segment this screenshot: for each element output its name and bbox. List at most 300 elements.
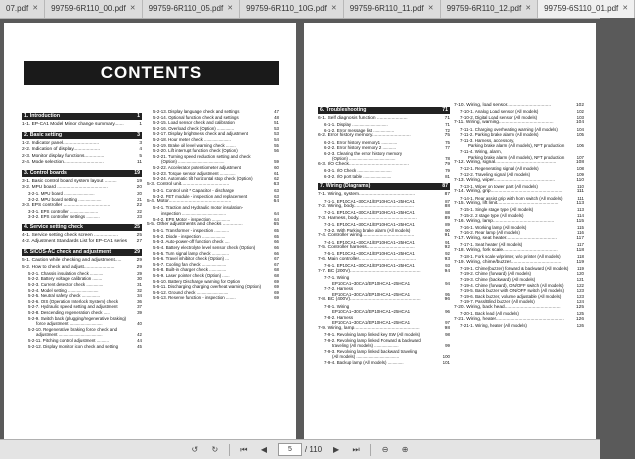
entry-page: 101: [442, 360, 450, 366]
entry-page: 60: [274, 164, 279, 170]
tab-document[interactable]: [538, 0, 635, 18]
section-heading[interactable]: [22, 132, 142, 139]
entry-title: 7-2-1. EP10CA1~30CA1/EP10HCA1~25HCA1: [324, 210, 415, 216]
entry-title: 7-4-1. EP10CA1~30CA1/EP10HCA1~25HCA1: [324, 239, 415, 245]
entry-page: 113: [577, 207, 584, 213]
entry-title: 7-21-1. Wiring, heater (All models): [460, 322, 527, 328]
zoom-out-icon[interactable]: ⊖: [381, 445, 389, 454]
entry-page: 75: [445, 139, 450, 145]
current-page-input[interactable]: 5: [278, 443, 302, 456]
entry-page: 66: [274, 250, 279, 256]
entry-title: 5-2-18. Hour meter check ......................: [153, 136, 231, 142]
entry-title: 7-5. Controller harness....................................: [318, 245, 415, 251]
entry-page: 23: [137, 214, 142, 220]
entry-page: 102: [575, 103, 584, 108]
entry-title: 7-20-1. Back lead (All models): [460, 311, 519, 317]
next-page-icon[interactable]: ▶: [333, 445, 340, 454]
entry-title: 1-2. Indicator panel...........................: [22, 141, 100, 147]
close-icon[interactable]: ✕: [129, 5, 136, 12]
entry-page: 104: [575, 120, 584, 126]
entry-page: 29: [136, 258, 142, 264]
close-icon[interactable]: ✕: [525, 5, 532, 12]
entry-title: 7-8-2. Harness: [324, 314, 354, 320]
entry-title: 5-1. Caution while checking and adjustment.....: [22, 258, 122, 264]
entry-page: 54: [274, 136, 279, 142]
entry-title: 7-10-2. Digital Load sensor (All models): [460, 114, 538, 120]
entry-title: 7-10. Wiring, load sensor.................................: [454, 103, 552, 108]
entry-page: 4: [139, 147, 142, 153]
entry-page: 63: [273, 181, 279, 187]
entry-title: adjustment ....................................: [36, 332, 103, 338]
entry-page: 68: [274, 273, 279, 279]
entry-title: 6. Troubleshooting: [320, 107, 367, 113]
entry-page: 42: [137, 332, 142, 338]
tab-document[interactable]: [441, 0, 538, 18]
entry-title: 7-9-4. Backup lamp (All models) .............: [324, 360, 404, 366]
entry-page: 87: [445, 198, 450, 204]
entry-title: force adjustment ...........................: [36, 321, 103, 327]
section-heading[interactable]: [22, 170, 142, 177]
entry-title: 7. Wiring (Diagrams): [320, 183, 371, 190]
entry-page: 25: [134, 224, 140, 230]
tab-label: 99759-6R110_05.pdf: [148, 4, 224, 13]
entry-page: 44: [137, 337, 142, 343]
entry-page: 29: [134, 249, 140, 256]
entry-title: 6-2. Error history memory.............................: [318, 133, 411, 139]
entry-title: 2-4. Mode selection..............................: [22, 159, 104, 165]
entry-page: 62: [274, 176, 279, 182]
entry-title: 3-3-2. EPS controller settings ...........: [28, 214, 100, 220]
entry-page: 69: [274, 284, 279, 290]
section-heading[interactable]: [22, 224, 142, 231]
entry-title: 7-12-1. Regenerating signal (All models): [460, 166, 539, 172]
entry-page: 31: [137, 282, 142, 287]
entry-page: 32: [137, 287, 142, 293]
entry-title: 7-9-1. Revolving lamp linked key SW (All models): [324, 332, 421, 338]
entry-title: 5-2-17. Display brightness check and adjustment: [153, 131, 248, 137]
entry-page: 67: [274, 261, 279, 267]
entry-title: 5-3. Control unit....................................: [147, 181, 230, 187]
entry-title: 1-1. EP-CA1 Model Minor change summary.......: [22, 122, 124, 127]
entry-page: 30: [137, 276, 142, 282]
entry-title: 5-2-8. Descending regeneration check .....: [28, 309, 110, 315]
close-icon[interactable]: ✕: [427, 5, 434, 12]
toc-entry[interactable]: [22, 214, 142, 220]
entry-title: Parking brake alarm (All models), NFT production: [468, 154, 565, 160]
entry-page: 75: [444, 133, 450, 139]
entry-page: 100: [442, 354, 450, 360]
entry-title: 7-19-5. Back buzzer with ON/OFF switch (All models): [460, 288, 564, 294]
first-page-icon[interactable]: ⏮: [240, 444, 248, 454]
entry-page: 19: [134, 170, 140, 177]
entry-page: 99: [445, 343, 450, 349]
entry-title: 7-11-1. Charging overheating warning (All models): [460, 126, 558, 132]
entry-page: 111: [576, 189, 584, 195]
entry-title: 5-5-13. Reserve function - inspection ........: [153, 295, 236, 301]
entry-page: 22: [137, 208, 142, 214]
tab-document[interactable]: [344, 0, 441, 18]
close-icon[interactable]: ✕: [227, 5, 234, 12]
entry-title: 4-2. Adjustment Standards List for EP-CA1 series: [22, 239, 128, 245]
entry-title: 7-17. Wiring, seat heater......................................: [454, 235, 557, 241]
entry-page: 79: [445, 168, 450, 174]
entry-page: 120: [576, 271, 584, 277]
entry-title: 5-5-11. Discharging charging overheat warning (Option): [153, 284, 262, 290]
entry-title: 7-15-1. Single stage type (All models): [460, 207, 534, 213]
entry-title: 7-14-1. Rear assist grip with horn switch (All models): [460, 195, 563, 201]
entry-title: 6-3-2. I/O port table .......................: [324, 173, 392, 179]
entry-page: 116: [577, 230, 584, 236]
section-heading[interactable]: [318, 107, 450, 114]
entry-page: 81: [445, 173, 450, 179]
entry-page: 118: [576, 247, 584, 253]
toc-entry[interactable]: [22, 239, 142, 245]
entry-page: 63: [274, 193, 279, 199]
entry-title: 5-2-10. Regenerative braking force check and: [28, 326, 118, 332]
entry-page: 3: [139, 141, 142, 147]
entry-title: 5-2-1. Chassis insulation check ...........: [28, 270, 104, 276]
entry-page: 123: [576, 293, 584, 299]
entry-title: 7-11-2. Parking brake alarm (All models): [460, 132, 539, 138]
entry-title: 7-15-2. 2 stage type (All models): [460, 212, 524, 218]
entry-title: 7-19-4. Chime (forward), ON/OFF switch (All models): [460, 282, 564, 288]
entry-title: 4. Service setting check: [24, 224, 83, 230]
entry-title: EP10CA1~30CA1/EP10HCA1~25HCA1: [332, 291, 411, 297]
entry-page: 69: [274, 289, 279, 295]
entry-page: 22: [136, 202, 142, 208]
entry-title: 7-10-1. Analog Load sensor (All models): [460, 109, 539, 115]
entry-title: 7-3-1. EP10CA1~30CA1/EP10HCA1~25HCA1: [324, 222, 415, 228]
entry-title: 5-2-13. Display language check and settings: [153, 109, 240, 114]
entry-page: 34: [137, 293, 142, 299]
entry-title: 7-19-2. Chime (forward) (All models): [460, 271, 532, 277]
entry-page: 11: [137, 159, 142, 165]
entry-title: 5-3-1. Control unit * Capacitor - discharge: [153, 187, 235, 193]
entry-title: 7-1. Wiring, system..........................................: [318, 192, 416, 198]
entry-page: 29: [137, 270, 142, 276]
entry-title: 5-5. Other adjustments and checks ...............: [147, 222, 243, 228]
contents-title: CONTENTS: [24, 61, 279, 85]
entry-page: 36: [137, 298, 142, 304]
entry-title: 5-2-9. Switch back (plugging/regenerative braking): [28, 315, 127, 321]
entry-title: 7-5-1. EP10CA1~30CA1/EP10HCA1~25HCA1: [324, 251, 415, 257]
entry-title: 5-2-7. Hydraulic speed setting and adjustment: [28, 304, 118, 310]
entry-title: 5-2-11. Pitching control adjustment ..........: [28, 337, 109, 343]
close-icon[interactable]: ✕: [622, 5, 629, 12]
entry-title: 5-2-3. Current detector check ..............: [28, 282, 104, 287]
entry-title: (Option) ......................................: [332, 156, 396, 162]
close-icon[interactable]: ✕: [32, 5, 39, 12]
entry-page: 1: [137, 113, 140, 119]
entry-page: 121: [576, 276, 584, 282]
entry-title: 7-9-3. Revolving lamp linked backward traveling: [324, 348, 418, 354]
entry-page: 71: [442, 107, 448, 113]
entry-page: 27: [136, 239, 142, 245]
bottom-toolbar: [0, 439, 600, 459]
entry-title: 7-19-1. Chime(buzzer) forward & backward (All models): [460, 265, 569, 271]
entry-title: 3-2-2. MPU board setting ...................: [28, 197, 102, 203]
entry-title: 7-8-1. Wiring: [324, 303, 350, 309]
entry-title: 7-21. Wiring, heater...................................................: [454, 316, 564, 322]
entry-page: 20: [137, 191, 142, 197]
entry-title: 7-7-2. Harness: [324, 286, 354, 292]
entry-page: 108: [576, 166, 584, 172]
entry-page: 91: [445, 239, 450, 245]
entry-title: 5-2-2. Battery voltage calibration ........: [28, 276, 103, 282]
entry-page: 53: [274, 125, 279, 131]
entry-page: 37: [137, 304, 142, 310]
entry-page: 94: [444, 268, 450, 274]
toc-column: [147, 109, 279, 301]
entry-page: 29: [136, 264, 142, 270]
entry-page: 48: [274, 114, 279, 120]
section-heading[interactable]: [22, 249, 142, 256]
entry-page: 108: [575, 160, 584, 166]
entry-title: 7-4. Controller wiring.......................................: [318, 233, 415, 239]
entry-page: 66: [274, 245, 279, 251]
tab-label: 07.pdf: [6, 4, 29, 13]
entry-title: 5-5-8. Built-in charger check ..............: [153, 267, 227, 273]
entry-page: 63: [274, 187, 279, 193]
entry-page: 40: [137, 321, 142, 327]
entry-title: 3-2-1. MPU board .........................: [28, 191, 95, 197]
entry-page: 66: [274, 239, 279, 245]
entry-title: inspection ....................................: [161, 210, 226, 216]
entry-title: 7-8. BC (400V).....................................................: [318, 297, 421, 303]
entry-page: 113: [576, 201, 584, 207]
entry-title: 7-16. Wiring, lamp..............................................: [454, 218, 555, 224]
page-navigator: [278, 443, 322, 456]
zoom-in-icon[interactable]: ⊕: [401, 445, 409, 454]
entry-page: 95: [445, 291, 450, 297]
entry-page: 115: [576, 218, 584, 224]
entry-page: 65: [274, 233, 279, 239]
entry-title: 4-1. Service setting check screen ..................: [22, 233, 118, 238]
entry-page: 87: [442, 183, 448, 190]
entry-title: 3-2. MPU board ......................................: [22, 185, 108, 191]
entry-page: 109: [576, 171, 584, 177]
entry-title: 5-2-19. Brake oil level warning check ........: [153, 142, 236, 148]
entry-title: 7-19-6. Back buzzer, volume adjustable (All models): [460, 293, 562, 299]
entry-page: 96: [445, 309, 450, 315]
entry-title: 7-1-1. EP10CA1~30CA1/EP10HCA1~25HCA1: [324, 198, 415, 204]
entry-title: 6-2-1. Error history memory1 .............: [324, 139, 398, 145]
entry-title: 5-5-5. Turn signal lamp check ..............: [153, 250, 229, 256]
tab-label: 99759-6R110_11.pdf: [349, 4, 424, 13]
entry-title: 3-1. Basic control board system layout .........: [22, 179, 117, 185]
entry-title: 2-3. Monitor display functions...............: [22, 153, 105, 159]
entry-page: 77: [445, 145, 450, 151]
entry-page: 96: [444, 297, 450, 303]
entry-title: 5-2-15. Load sensor check and calibration: [153, 120, 235, 126]
toc-entry[interactable]: [318, 360, 450, 366]
section-heading[interactable]: [318, 183, 450, 190]
tab-document[interactable]: [45, 0, 142, 18]
entry-title: 7-9. Wiring, lamp.................................................: [318, 325, 420, 331]
entry-page: 39: [137, 309, 142, 315]
entry-page: 115: [577, 224, 584, 230]
entry-page: 71: [445, 122, 450, 128]
entry-title: 5-4. Motor...............................................: [147, 199, 232, 205]
entry-page: 69: [274, 295, 279, 301]
entry-title: 5. SICOS-AC check and adjustment: [24, 249, 112, 256]
entry-title: 5-4-1. Traction and Hydraulic motor insulation-: [153, 205, 244, 211]
entry-page: 67: [274, 256, 279, 262]
entry-title: Parking brake alarm (All models), NFT production: [468, 143, 565, 149]
toc-entry[interactable]: [22, 160, 142, 166]
entry-page: 102: [576, 109, 584, 115]
tab-bar: [0, 0, 629, 19]
toc-column: [318, 103, 450, 366]
entry-page: 19: [136, 179, 142, 185]
entry-title: 2-2. Indication of display....................: [22, 147, 101, 153]
entry-title: 7-18. Wiring, fork scale.........................................: [454, 247, 558, 253]
entry-title: 7-11. Wiring, warning.........................................: [454, 120, 554, 126]
entry-title: 5-2-6. OIS (Operation Interlock System) check: [28, 298, 119, 304]
entry-page: 61: [274, 170, 279, 176]
toc-entry[interactable]: [147, 295, 279, 301]
entry-title: 7-19-7. Pass/Blind buzzer (All models): [460, 299, 535, 305]
entry-page: 103: [576, 114, 584, 120]
entry-title: traveling (All models) ....................: [332, 343, 399, 349]
entry-title: 7-14. Wiring, grip......................................................: [454, 189, 563, 195]
entry-page: 64: [274, 210, 279, 216]
prev-page-icon[interactable]: ◀: [260, 445, 267, 454]
rotate-right-icon[interactable]: ↻: [211, 445, 219, 454]
last-page-icon[interactable]: ⏭: [352, 444, 360, 454]
entry-page: 110: [576, 177, 584, 183]
entry-title: 5-5-7. Cooling fan check ....................: [153, 261, 227, 267]
entry-page: 20: [136, 185, 142, 191]
entry-page: 59: [274, 159, 279, 165]
entry-title: 3-3. EPS controller ...................................: [22, 202, 111, 208]
entry-title: 7-13-1. Wiper on tower part (All models): [460, 183, 538, 189]
entry-page: 45: [137, 343, 142, 349]
entry-title: 7-7. BC (200V).....................................................: [318, 268, 421, 274]
entry-page: 94: [445, 280, 450, 286]
section-heading[interactable]: [22, 113, 142, 120]
entry-page: 125: [576, 311, 584, 317]
entry-title: 5-5-4. Battery electrolyte level sensor check (Option): [153, 245, 256, 251]
entry-title: 6-1-1. Display .............................: [324, 122, 388, 128]
entry-page: 47: [274, 109, 279, 114]
pdf-page-right: [304, 23, 596, 439]
entry-page: 93: [444, 256, 450, 262]
entry-title: 5-5-3. Auto-power-off function check ....: [153, 239, 230, 245]
entry-page: 126: [576, 322, 584, 328]
entry-title: 5-2-24. Automatic tilt horizontal stop check (Option): [153, 176, 253, 182]
entry-title: 7-16-1. Working lamp (All models): [460, 224, 527, 230]
close-icon[interactable]: ✕: [330, 5, 337, 12]
entry-page: 64: [274, 216, 279, 222]
divider: [370, 444, 371, 456]
entry-title: 7-6-1. EP10CA1~30CA1/EP10HCA1~25HCA1: [324, 263, 415, 269]
entry-page: 65: [273, 222, 279, 228]
entry-title: 7-6. Main controller...........................................: [318, 256, 417, 262]
entry-title: EP10CA1~30CA1/EP10HCA1~25HCA1: [332, 309, 411, 315]
entry-page: 90: [445, 227, 450, 233]
entry-title: 5-3-2. FET module - inspection and replacement: [153, 193, 248, 199]
entry-title: 3. Control boards: [24, 170, 67, 177]
entry-page: 123: [576, 288, 584, 294]
toc-entry[interactable]: [22, 122, 142, 128]
entry-page: 111: [577, 195, 584, 201]
entry-page: 25: [136, 233, 142, 238]
entry-page: 117: [576, 235, 584, 241]
rotate-left-icon[interactable]: ↺: [191, 445, 199, 454]
entry-page: 5: [139, 153, 142, 159]
entry-title: 7-17-1. Seat heater (All models): [460, 242, 523, 248]
entry-page: 92: [445, 251, 450, 257]
entry-page: 125: [575, 304, 584, 310]
entry-title: EP10CA1~30CA1/EP10HCA1~25HCA1: [332, 320, 411, 326]
entry-page: 78: [445, 156, 450, 162]
tab-document[interactable]: [143, 0, 240, 18]
toc-entry[interactable]: [318, 174, 450, 180]
page-total: / 110: [304, 445, 323, 454]
pdf-page-left: [4, 23, 296, 439]
entry-page: 119: [576, 259, 584, 265]
entry-page: 71: [444, 116, 450, 121]
entry-page: 105: [576, 132, 584, 138]
tab-document[interactable]: [0, 0, 45, 18]
entry-page: 51: [274, 120, 279, 126]
entry-title: 7-11-4. Wiring, alarm,: [460, 148, 502, 154]
entry-page: 117: [577, 242, 584, 248]
entry-page: 106: [576, 143, 584, 149]
entry-page: 110: [577, 183, 584, 189]
entry-title: 5-5-2. Diode - inspection ...................: [153, 233, 226, 239]
entry-title: 6-3. I/O Check.............................................: [318, 161, 409, 167]
entry-title: 5-5-6. Travel inhibitor check (Option) ...: [153, 256, 229, 262]
entry-page: 69: [274, 278, 279, 284]
entry-page: 68: [274, 267, 279, 273]
entry-title: 5-5-9. Laser pointer check (Option) ......: [153, 273, 230, 279]
entry-page: 118: [577, 253, 584, 259]
document-viewer[interactable]: [0, 19, 600, 439]
entry-title: 7-12-2. Traveling signal (All models): [460, 171, 531, 177]
entry-title: 6-2-3. Clearing the error history memory: [324, 150, 403, 156]
entry-title: 6-3-1. I/O Check ............................: [324, 168, 392, 174]
entry-page: 53: [274, 131, 279, 137]
toc-column: [22, 109, 142, 349]
entry-title: 7-20. Wiring, back head..........................................: [454, 304, 561, 310]
entry-page: 124: [576, 299, 584, 305]
entry-page: 3: [137, 132, 140, 139]
toc-entry[interactable]: [22, 344, 142, 350]
tab-document[interactable]: [240, 0, 344, 18]
entry-title: 3-3-1. EPS controller .......................: [28, 208, 99, 214]
entry-title: 7-16-2. Rear lamp (All models): [460, 230, 520, 236]
entry-page: 122: [576, 282, 584, 288]
toc-entry[interactable]: [454, 323, 584, 329]
entry-title: 1. Introduction: [24, 113, 61, 119]
entry-title: 5-5-12. Ground check ..........................: [153, 289, 229, 295]
entry-title: 7-9-2. Revolving lamp linked Forward & backward: [324, 337, 421, 343]
entry-page: 126: [575, 316, 584, 322]
entry-page: 88: [444, 204, 450, 210]
entry-title: 7-18-1. Fork scale w/printer, w/o printer (All models): [460, 253, 561, 259]
entry-page: 91: [444, 233, 450, 239]
entry-title: (All models) ...................................: [332, 354, 400, 360]
entry-page: 88: [445, 210, 450, 216]
entry-title: 5-4-2. EPS Motor - inspection ...............: [153, 216, 231, 222]
entry-page: 89: [444, 215, 450, 221]
entry-title: 5-2-22. Accelerator potentiometer adjustment: [153, 164, 241, 170]
toc-column: [454, 103, 584, 328]
entry-title: 5-5-10. Battery Discharge warning for Option: [153, 278, 241, 284]
entry-page: 21: [137, 197, 142, 203]
